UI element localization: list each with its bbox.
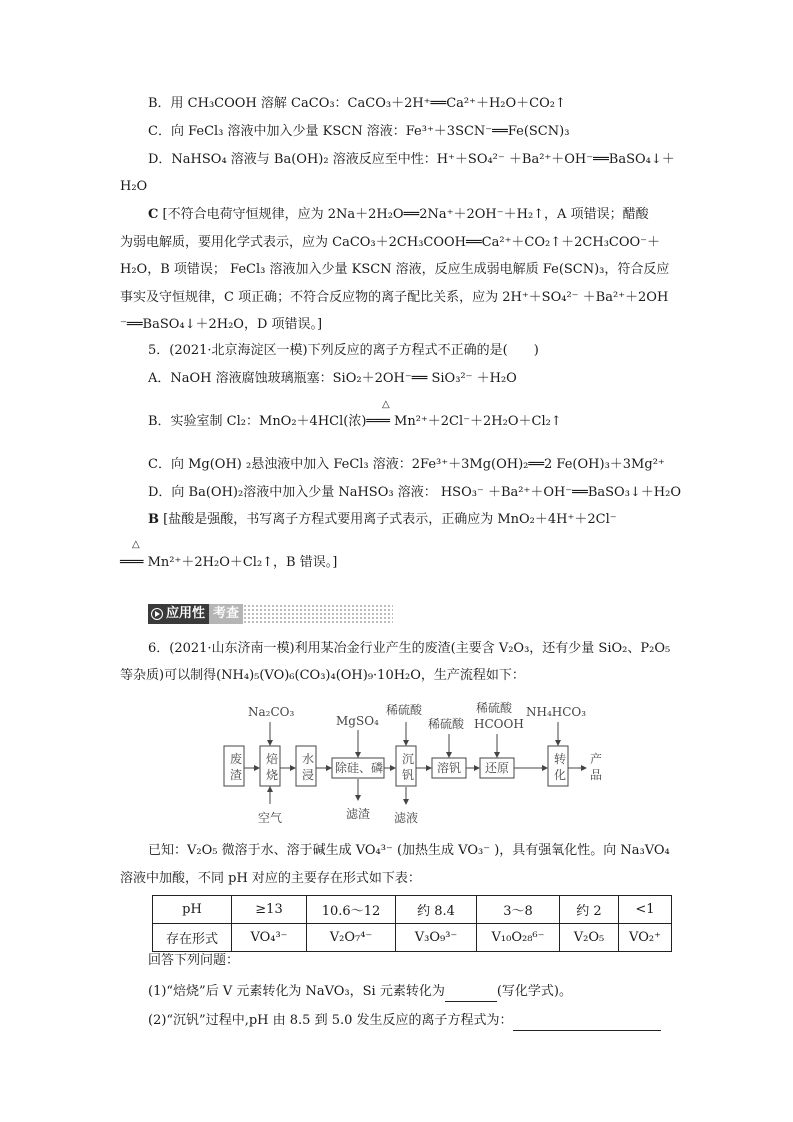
play-icon xyxy=(151,608,163,620)
flow-label-convert: 转化 xyxy=(554,752,567,782)
flow-label-precipitate-v: 沉钒 xyxy=(402,752,415,782)
flow-input-mgso4: MgSO₄ xyxy=(336,714,379,728)
q6-known-line1: 已知：V₂O₅ 微溶于水、溶于碱生成 VO₄³⁻ (加热生成 VO₃⁻ )，具有强氧化性。向 Na₃VO₄ xyxy=(148,843,670,858)
flow-label-product: 产品 xyxy=(590,752,603,782)
flow-label-roast: 焙烧 xyxy=(266,752,279,782)
table-cell: 存在形式 xyxy=(153,924,232,952)
flow-label-water-leach: 水浸 xyxy=(302,752,315,782)
q5-option-b-delta: △ xyxy=(382,399,390,410)
q5-answer-letter: B xyxy=(148,512,159,527)
section-tag-light: 考查 xyxy=(209,604,243,624)
q4-explanation-line1: C [不符合电荷守恒规律，应为 2Na＋2H₂O══2Na⁺＋2OH⁻＋H₂↑，A 项错误；醋酸 xyxy=(148,207,649,222)
table-cell: V₂O₇⁴⁻ xyxy=(307,924,396,952)
flow-label-remove-si-p: 除硅、磷 xyxy=(335,761,384,775)
q4-explanation-line3: H₂O，B 项错误； FeCl₃ 溶液加入少量 KSCN 溶液，反应生成弱电解质 Fe(SCN)₃，符合反应 xyxy=(120,262,670,277)
table-cell: V₂O₅ xyxy=(560,924,619,952)
flow-label-waste: 废渣 xyxy=(230,752,243,782)
section-tag-dark: 应用性 xyxy=(148,604,209,624)
table-cell: <1 xyxy=(619,896,672,924)
flow-input-hcooh: HCOOH xyxy=(474,717,524,731)
table-cell: VO₂⁺ xyxy=(619,924,672,952)
process-flow-diagram xyxy=(210,700,650,830)
section-header xyxy=(148,604,393,624)
q6-sub1: (1)“焙烧”后 V 元素转化为 NaVO₃，Si 元素转化为 (写化学式)。 xyxy=(148,983,572,1002)
table-cell: 3～8 xyxy=(477,896,560,924)
table-row-ph xyxy=(153,896,672,924)
q6-stem-line1: 6．(2021·山东济南一模)利用某冶金行业产生的废渣(主要含 V₂O₃，还有少量 SiO₂、P₂O₅ xyxy=(148,641,671,656)
flow-input-h2so4-a: 稀硫酸 xyxy=(386,703,423,717)
flow-output-filtrate: 滤液 xyxy=(394,811,419,825)
q4-option-d: D．NaHSO₄ 溶液与 Ba(OH)₂ 溶液反应至中性：H⁺＋SO₄²⁻ ＋Ba²⁺＋OH⁻══BaSO₄↓＋ xyxy=(148,152,675,167)
q5-option-d: D．向 Ba(OH)₂溶液中加入少量 NaHSO₃ 溶液： HSO₃⁻ ＋Ba²⁺＋OH⁻══BaSO₃↓＋H₂O xyxy=(148,485,682,500)
ph-species-table xyxy=(152,895,672,952)
q6-sub2-blank[interactable] xyxy=(513,1012,661,1031)
q4-explanation-line4: 事实及守恒规律，C 项正确；不符合反应物的离子配比关系，应为 2H⁺＋SO₄²⁻ ＋Ba²⁺＋2OH xyxy=(120,290,669,305)
q6-answer-prompt: 回答下列问题： xyxy=(148,953,240,968)
table-cell: 约 8.4 xyxy=(396,896,477,924)
table-row-species xyxy=(153,924,672,952)
flow-output-residue: 滤渣 xyxy=(346,807,371,821)
q4-option-d-cont: H₂O xyxy=(120,179,148,194)
table-cell: VO₄³⁻ xyxy=(232,924,307,952)
q4-answer-letter: C xyxy=(148,207,159,222)
q4-explanation-line5: ⁻══BaSO₄↓＋2H₂O，D 项错误。] xyxy=(120,317,323,332)
q5-explanation-delta: △ xyxy=(132,539,140,550)
table-cell: ≥13 xyxy=(232,896,307,924)
q5-explanation-line1: B [盐酸是强酸，书写离子方程式要用离子式表示，正确应为 MnO₂＋4H⁺＋2Cl⁻ xyxy=(148,512,617,527)
table-cell: V₁₀O₂₈⁶⁻ xyxy=(477,924,560,952)
flow-input-nh4hco3: NH₄HCO₃ xyxy=(526,705,587,719)
q4-explanation-line2: 为弱电解质，要用化学式表示，应为 CaCO₃＋2CH₃COOH══Ca²⁺＋CO₂↑＋2CH₃COO⁻＋ xyxy=(120,235,661,250)
section-dots-decoration xyxy=(243,604,393,624)
q5-stem: 5．(2021·北京海淀区一模)下列反应的离子方程式不正确的是( ) xyxy=(148,343,539,358)
table-cell: pH xyxy=(153,896,232,924)
table-cell: 10.6～12 xyxy=(307,896,396,924)
q6-sub1-blank[interactable] xyxy=(445,983,497,1002)
flow-label-dissolve-v: 溶钒 xyxy=(437,761,462,775)
table-cell: 约 2 xyxy=(560,896,619,924)
flow-input-h2so4-b: 稀硫酸 xyxy=(428,717,465,731)
q6-known-line2: 溶液中加酸，不同 pH 对应的主要存在形式如下表： xyxy=(120,871,421,886)
q5-option-b: B．实验室制 Cl₂：MnO₂＋4HCl(浓)═══ Mn²⁺＋2Cl⁻＋2H₂O＋Cl₂↑ xyxy=(148,414,562,429)
q6-sub2: (2)“沉钒”过程中,pH 由 8.5 到 5.0 发生反应的离子方程式为： xyxy=(148,1012,661,1031)
flow-input-na2co3: Na₂CO₃ xyxy=(248,705,295,719)
q5-option-a: A．NaOH 溶液腐蚀玻璃瓶塞：SiO₂＋2OH⁻══ SiO₃²⁻ ＋H₂O xyxy=(148,371,517,386)
q6-stem-line2: 等杂质)可以制得(NH₄)₅(VO)₆(CO₃)₄(OH)₉·10H₂O，生产流程如下： xyxy=(120,668,525,683)
q5-explanation-line2: ═══ Mn²⁺＋2H₂O＋Cl₂↑，B 错误。] xyxy=(120,555,338,570)
q4-option-b: B．用 CH₃COOH 溶解 CaCO₃：CaCO₃＋2H⁺══Ca²⁺＋H₂O＋CO₂↑ xyxy=(148,96,566,111)
flow-label-reduce: 还原 xyxy=(485,761,510,775)
q5-option-c: C．向 Mg(OH) ₂悬浊液中加入 FeCl₃ 溶液：2Fe³⁺＋3Mg(OH)₂══2 Fe(OH)₃＋3Mg²⁺ xyxy=(148,457,665,472)
flow-input-air: 空气 xyxy=(258,811,283,825)
table-cell: V₃O₉³⁻ xyxy=(396,924,477,952)
flow-input-h2so4-c: 稀硫酸 xyxy=(476,701,513,715)
q4-option-c: C．向 FeCl₃ 溶液中加入少量 KSCN 溶液：Fe³⁺＋3SCN⁻══Fe(SCN)₃ xyxy=(148,124,570,139)
